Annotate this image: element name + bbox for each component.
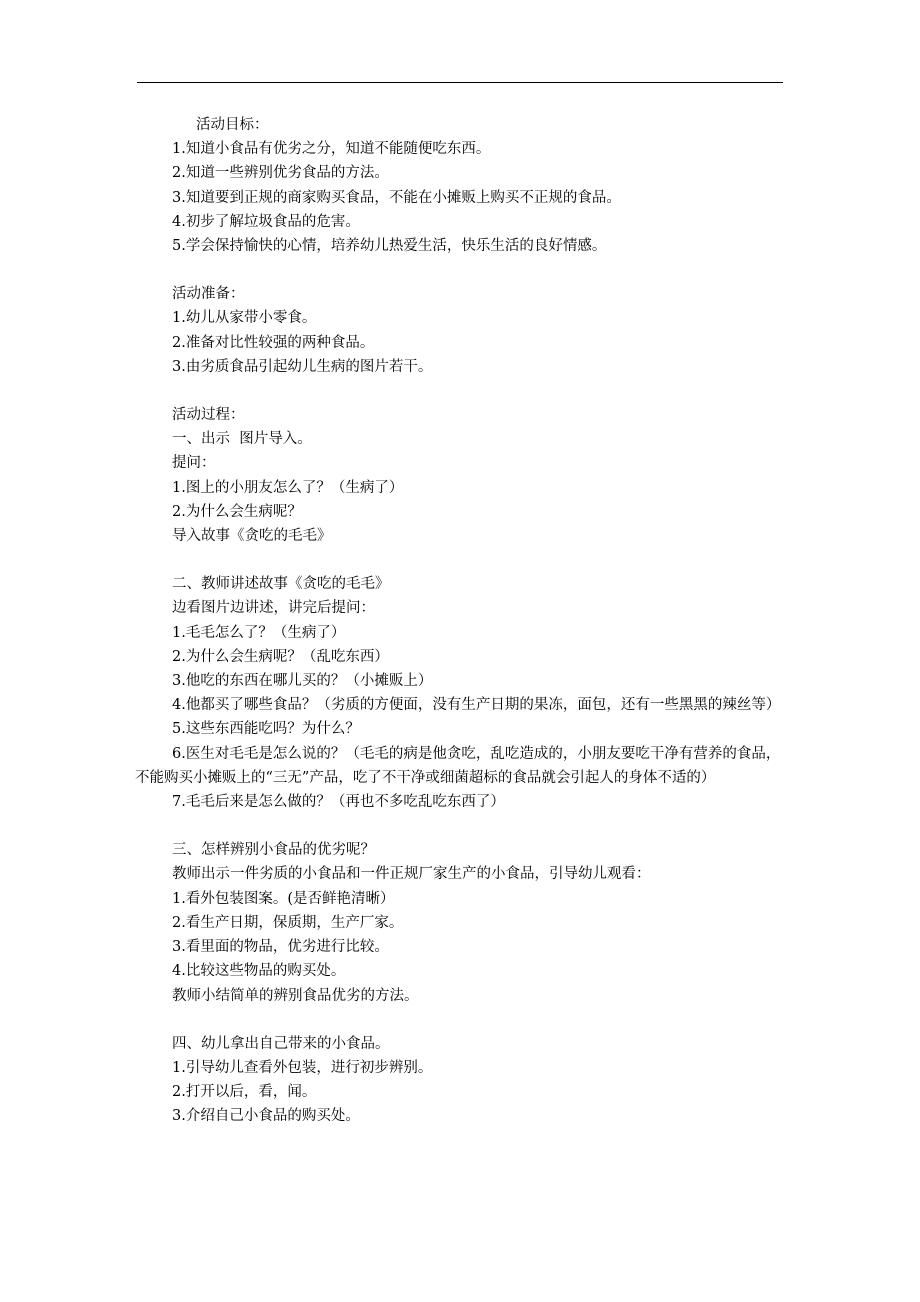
part4-title: 四、幼儿拿出自己带来的小食品。 bbox=[172, 1035, 390, 1052]
goals-item: 1.知道小食品有优劣之分，知道不能随便吃东西。 bbox=[172, 141, 491, 158]
part3-title: 三、怎样辨别小食品的优劣呢？ bbox=[172, 842, 375, 859]
document-body bbox=[135, 113, 784, 1129]
part2-item-wrapped: 6.医生对毛毛是怎么说的？（毛毛的病是他贪吃，乱吃造成的，小朋友要吃干净有营养的食品，不能购买小摊贩上的“三无”产品，吃了不干净或细菌超标的食品就会引起人的身体不适的） bbox=[135, 745, 781, 786]
part2-item: 1.毛毛怎么了？（生病了） bbox=[172, 624, 346, 641]
prep-item: 2.准备对比性较强的两种食品。 bbox=[172, 334, 375, 351]
goals-heading: 活动目标： bbox=[196, 117, 269, 133]
goals-item: 5.学会保持愉快的心情，培养幼儿热爱生活，快乐生活的良好情感。 bbox=[172, 238, 607, 255]
part1-item: 1.图上的小朋友怎么了？（生病了） bbox=[172, 479, 404, 496]
process-heading: 活动过程： bbox=[172, 407, 245, 424]
part4-item: 3.介绍自己小食品的购买处。 bbox=[172, 1108, 360, 1125]
prep-item: 3.由劣质食品引起幼儿生病的图片若干。 bbox=[172, 358, 433, 375]
part3-item: 1.看外包装图案。(是否鲜艳清晰） bbox=[172, 890, 395, 907]
goals-item: 3.知道要到正规的商家购买食品，不能在小摊贩上购买不正规的食品。 bbox=[172, 189, 621, 206]
part2-item: 3.他吃的东西在哪儿买的？（小摊贩上） bbox=[172, 673, 433, 690]
spacer bbox=[172, 548, 784, 572]
spacer bbox=[172, 814, 784, 838]
part2-intro: 边看图片边讲述，讲完后提问： bbox=[172, 600, 375, 617]
part2-item-wrapped: 4.他都买了哪些食品？（劣质的方便面，没有生产日期的果冻，面包，还有一些黑黑的辣丝等） bbox=[172, 697, 781, 714]
prep-item: 1.幼儿从家带小零食。 bbox=[172, 310, 317, 327]
prep-heading: 活动准备： bbox=[172, 286, 245, 303]
part2-item: 5.这些东西能吃吗？为什么？ bbox=[172, 721, 360, 738]
goals-item: 2.知道一些辨别优劣食品的方法。 bbox=[172, 165, 389, 182]
part1-item: 导入故事《贪吃的毛毛》 bbox=[172, 528, 332, 545]
part4-item: 2.打开以后，看，闻。 bbox=[172, 1084, 317, 1101]
part4-item: 1.引导幼儿查看外包装，进行初步辨别。 bbox=[172, 1059, 433, 1076]
spacer bbox=[172, 1008, 784, 1032]
goals-item: 4.初步了解垃圾食品的危害。 bbox=[172, 213, 360, 230]
part3-item: 3.看里面的物品，优劣进行比较。 bbox=[172, 939, 389, 956]
part1-title: 一、出示 图片导入。 bbox=[172, 431, 312, 448]
spacer bbox=[172, 258, 784, 282]
part2-item: 2.为什么会生病呢？（乱吃东西） bbox=[172, 648, 389, 665]
header-rule bbox=[137, 82, 783, 83]
part3-item: 教师小结简单的辨别食品优劣的方法。 bbox=[172, 987, 419, 1004]
part1-item: 2.为什么会生病呢？ bbox=[172, 503, 302, 520]
part1-ask: 提问： bbox=[172, 455, 216, 472]
part3-item: 2.看生产日期，保质期，生产厂家。 bbox=[172, 914, 404, 931]
part3-intro: 教师出示一件劣质的小食品和一件正规厂家生产的小食品，引导幼儿观看： bbox=[172, 866, 651, 883]
part2-title: 二、教师讲述故事《贪吃的毛毛》 bbox=[172, 576, 390, 593]
part3-item: 4.比较这些物品的购买处。 bbox=[172, 963, 346, 980]
spacer bbox=[172, 379, 784, 403]
part2-item: 7.毛毛后来是怎么做的？（再也不多吃乱吃东西了） bbox=[172, 794, 505, 811]
